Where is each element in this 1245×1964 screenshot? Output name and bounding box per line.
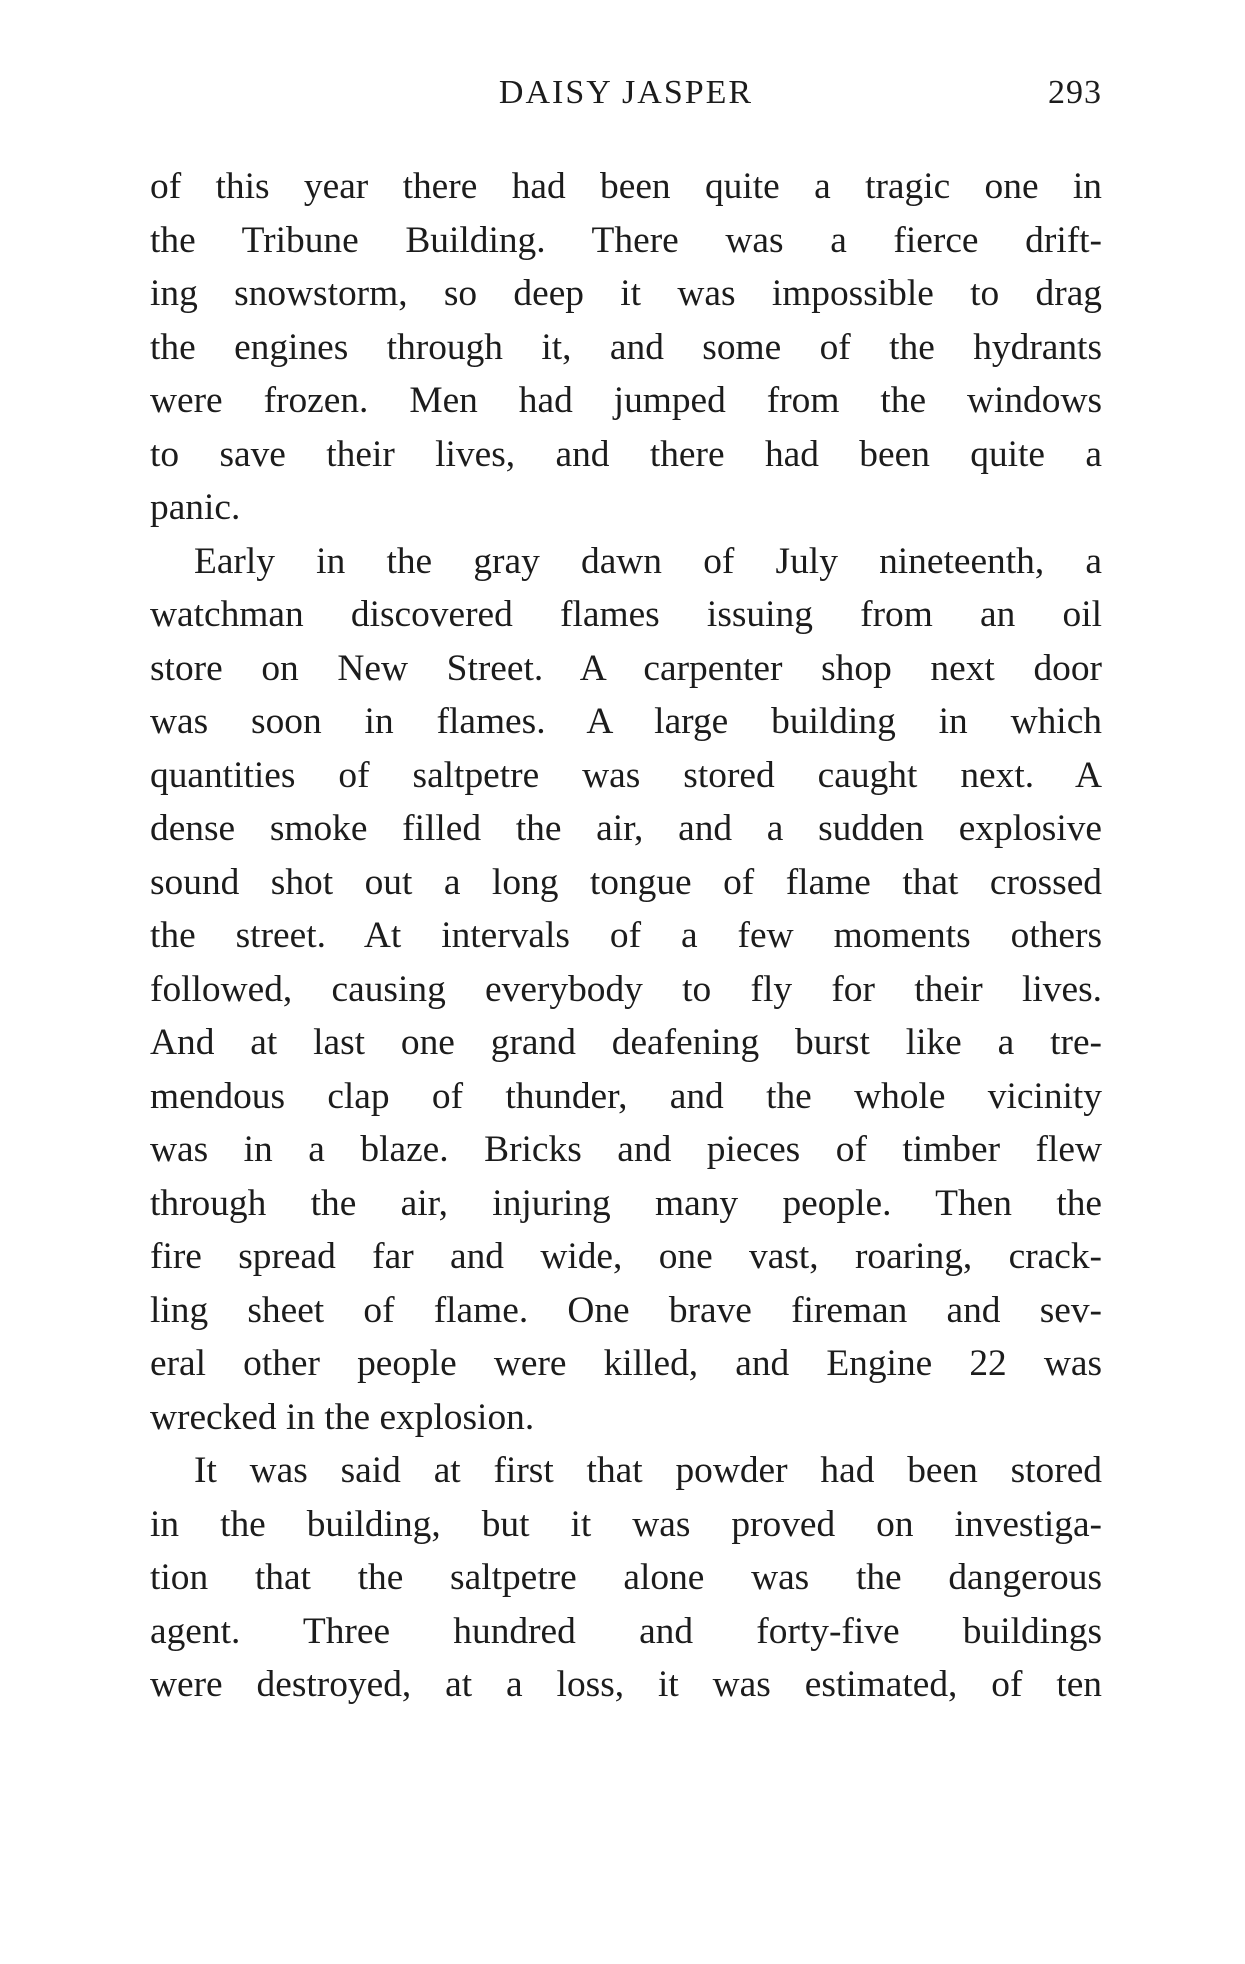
text-line: followed, causing everybody to fly for their lives. [150,968,1102,1010]
paragraph-1 [150,160,1102,535]
text-line: watchman discovered flames issuing from an oil [150,594,1102,635]
text-line: dense smoke filled the air, and a sudden explosive [150,808,1102,849]
text-line: wrecked in the explosion. [150,1396,535,1438]
text-line: It was said at first that powder had been stored [194,1450,1102,1491]
running-title: DAISY JASPER [498,74,754,111]
text-line: eral other people were killed, and Engine 22 was [150,1343,1102,1384]
text-line: quantities of saltpetre was stored caught next. A [150,754,1102,796]
body-text [150,160,1102,1712]
text-line: ling sheet of flame. One brave fireman and sev- [150,1289,1102,1331]
text-line: sound shot out a long tongue of flame that crossed [150,861,1102,903]
text-line: to save their lives, and there had been quite a [150,433,1102,475]
text-line: of this year there had been quite a tragic one in [150,166,1102,207]
text-line: Early in the gray dawn of July nineteenth, a [194,540,1102,582]
text-line: panic. [150,487,241,528]
text-line: through the air, injuring many people. Then the [150,1182,1102,1224]
text-line: was in a blaze. Bricks and pieces of timber flew [150,1129,1102,1170]
paragraph-3 [150,1444,1102,1712]
text-line: store on New Street. A carpenter shop next door [150,647,1102,689]
text-line: the street. At intervals of a few moments others [150,915,1102,956]
running-head [150,68,1102,118]
text-line: mendous clap of thunder, and the whole vicinity [150,1075,1102,1117]
text-line: were frozen. Men had jumped from the windows [150,380,1102,421]
text-line: fire spread far and wide, one vast, roaring, crack- [150,1236,1102,1277]
text-line: And at last one grand deafening burst like a tre- [150,1022,1102,1063]
text-line: in the building, but it was proved on investiga- [150,1503,1102,1545]
text-line: the Tribune Building. There was a fierce drift- [150,219,1102,261]
paragraph-2 [150,535,1102,1445]
text-line: were destroyed, at a loss, it was estimated, of ten [150,1664,1102,1705]
text-line: the engines through it, and some of the hydrants [150,326,1102,368]
page-number: 293 [1048,74,1102,111]
text-line: tion that the saltpetre alone was the dangerous [150,1557,1102,1598]
text-line: agent. Three hundred and forty-five buildings [150,1610,1102,1652]
text-line: ing snowstorm, so deep it was impossible to drag [150,273,1102,314]
text-line: was soon in flames. A large building in which [150,701,1102,742]
